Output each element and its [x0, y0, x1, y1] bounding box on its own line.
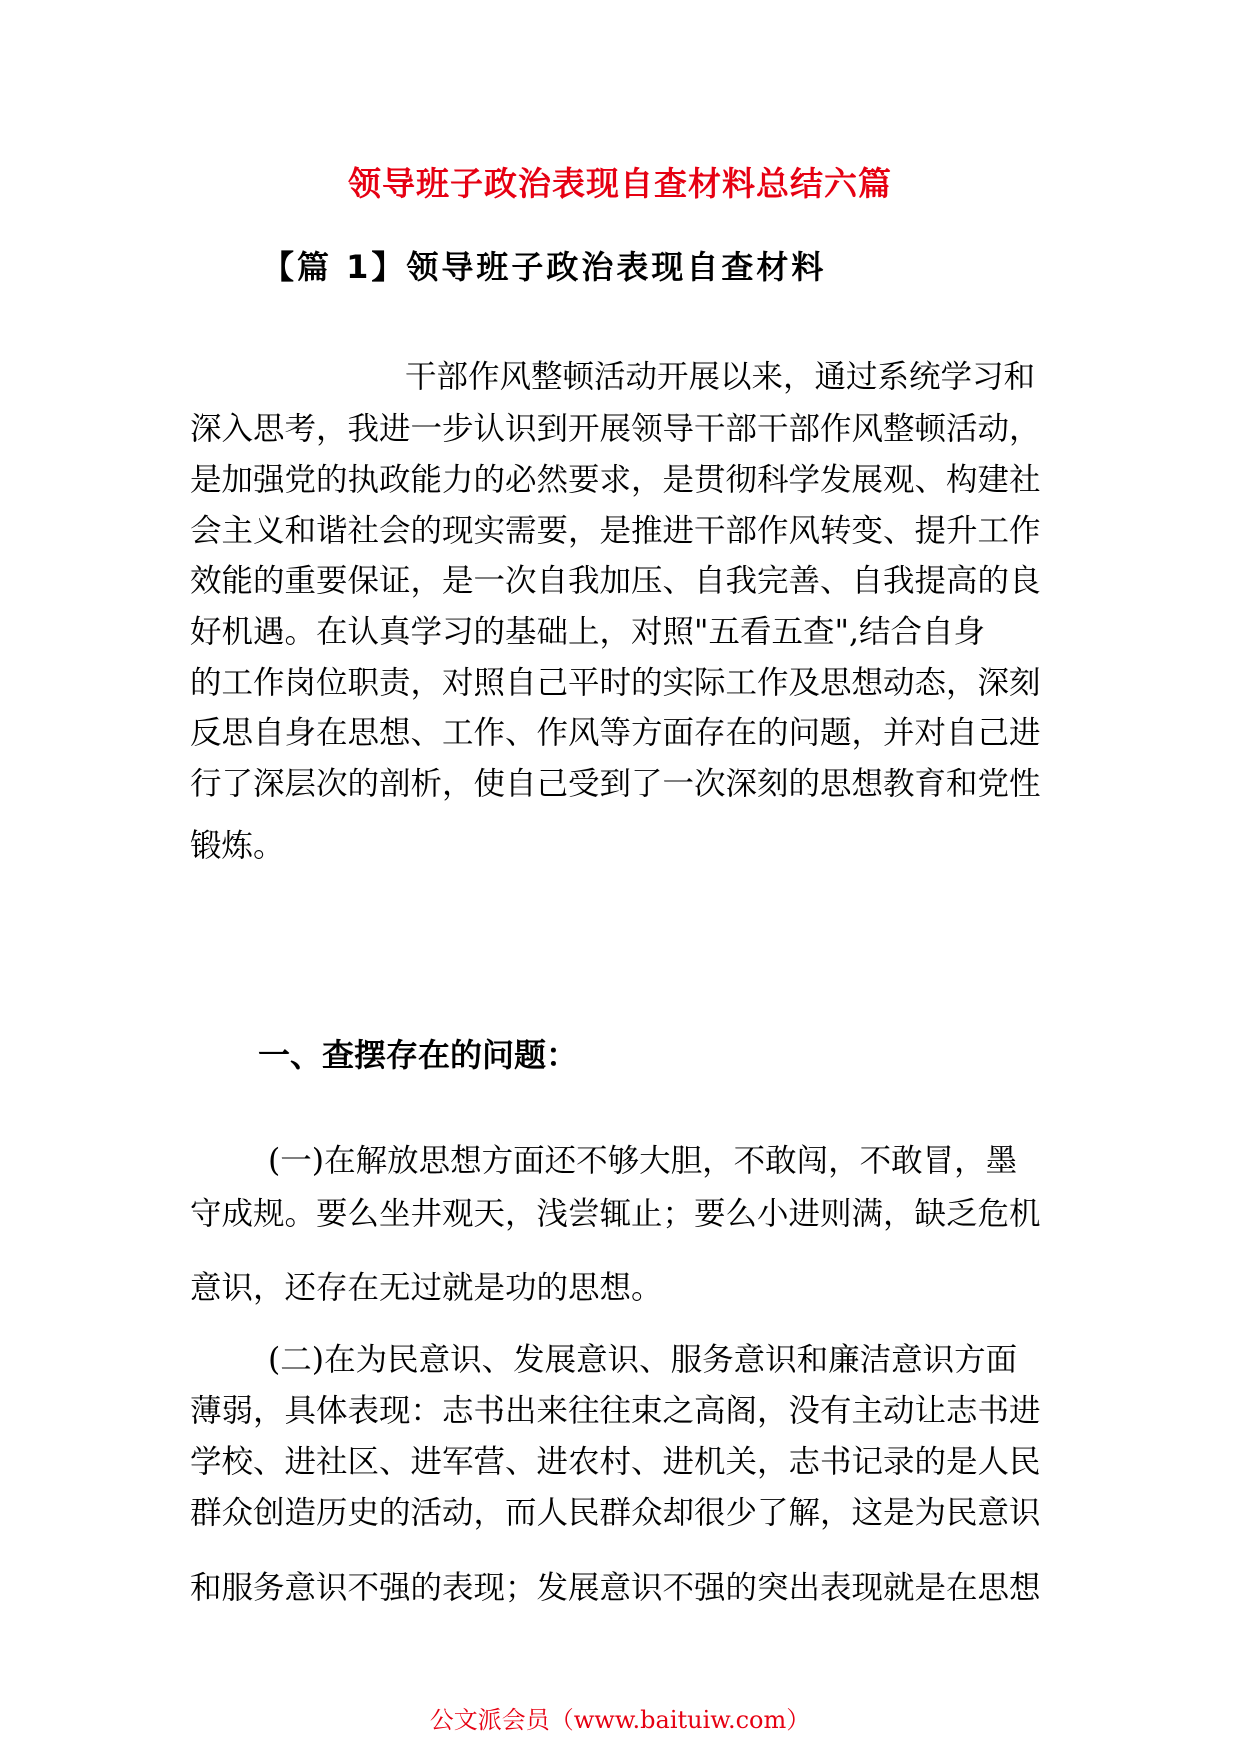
- paragraph-line: 效能的重要保证，是一次自我加压、自我完善、自我提高的良: [190, 563, 1041, 599]
- paragraph-line: 是加强党的执政能力的必然要求，是贯彻科学发展观、构建社: [190, 462, 1041, 498]
- paragraph-line: 干部作风整顿活动开展以来，通过系统学习和: [405, 359, 1036, 395]
- document-title: 领导班子政治表现自查材料总结六篇: [348, 164, 892, 203]
- paragraph-line: 会主义和谐社会的现实需要，是推进干部作风转变、提升工作: [190, 513, 1041, 549]
- paragraph-line: 锻炼。: [190, 828, 285, 864]
- paragraph-line: 和服务意识不强的表现；发展意识不强的突出表现就是在思想: [190, 1570, 1041, 1606]
- paragraph-line: 深入思考，我进一步认识到开展领导干部干部作风整顿活动，: [190, 411, 1041, 447]
- paragraph-line: 行了深层次的剖析，使自己受到了一次深刻的思想教育和党性: [190, 766, 1041, 802]
- paragraph-line: 反思自身在思想、工作、作风等方面存在的问题，并对自己进: [190, 715, 1041, 751]
- subheading-problems: 一、查摆存在的问题：: [258, 1036, 579, 1074]
- paragraph-line: (一)在解放思想方面还不够大胆，不敢闯，不敢冒，墨: [268, 1143, 1018, 1179]
- paragraph-line: 学校、进社区、进军营、进农村、进机关，志书记录的是人民: [190, 1444, 1041, 1480]
- paragraph-line: 意识，还存在无过就是功的思想。: [190, 1270, 663, 1306]
- paragraph-line: (二)在为民意识、发展意识、服务意识和廉洁意识方面: [268, 1342, 1018, 1378]
- footer-watermark-link[interactable]: 公文派会员（www.baituiw.com）: [429, 1706, 811, 1734]
- paragraph-line: 群众创造历史的活动，而人民群众却很少了解，这是为民意识: [190, 1495, 1041, 1531]
- paragraph-line: 的工作岗位职责，对照自己平时的实际工作及思想动态，深刻: [190, 665, 1041, 701]
- paragraph-line: 守成规。要么坐井观天，浅尝辄止；要么小进则满，缺乏危机: [190, 1196, 1041, 1232]
- section-heading: 【篇 1】领导班子政治表现自查材料: [262, 248, 827, 286]
- paragraph-line: 薄弱，具体表现：志书出来往往束之高阁，没有主动让志书进: [190, 1393, 1041, 1429]
- paragraph-line: 好机遇。在认真学习的基础上，对照"五看五查",结合自身: [190, 614, 985, 650]
